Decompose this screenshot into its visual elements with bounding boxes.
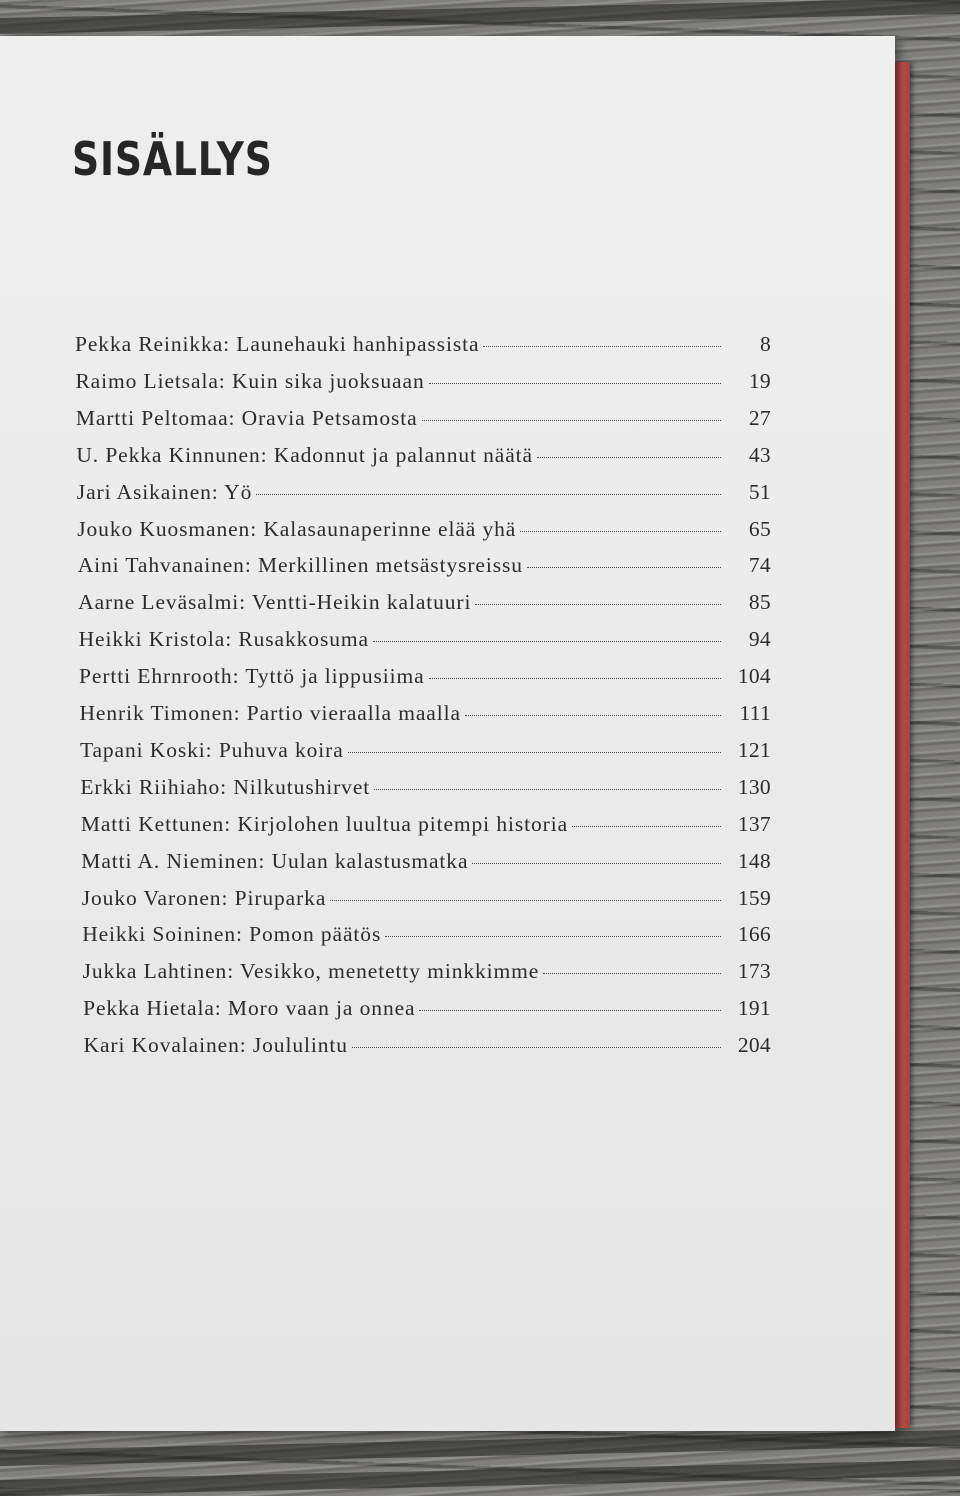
toc-entry-title: Jari Asikainen: Yö <box>76 479 253 504</box>
table-of-contents <box>0 36 895 1431</box>
toc-dot-leader <box>419 1010 721 1011</box>
toc-entry-title: Martti Peltomaa: Oravia Petsamosta <box>75 405 418 430</box>
toc-entry <box>75 368 771 403</box>
book-cover-edge <box>893 62 910 1428</box>
toc-entry-title: Aarne Leväsalmi: Ventti-Heikin kalatuuri <box>78 590 472 615</box>
toc-entry-title: Jouko Kuosmanen: Kalasaunaperinne elää yhä <box>77 516 517 541</box>
toc-entry-title: Aini Tahvanainen: Merkillinen metsästysreissu <box>77 553 523 578</box>
toc-entry-title: Erkki Riihiaho: Nilkutushirvet <box>80 774 371 799</box>
toc-entry <box>79 701 771 735</box>
toc-entry <box>82 922 771 956</box>
toc-entry-title: Jouko Varonen: Piruparka <box>81 885 327 910</box>
toc-entry-page-number: 65 <box>748 516 771 541</box>
toc-entry-page-number: 74 <box>748 553 771 578</box>
toc-dot-leader <box>348 752 721 753</box>
toc-dot-leader <box>483 346 721 347</box>
toc-entry-page-number: 130 <box>737 774 771 799</box>
toc-dot-leader <box>330 900 721 901</box>
toc-entry <box>82 959 771 993</box>
toc-entry-title: Tapani Koski: Puhuva koira <box>79 737 344 762</box>
toc-entry-page-number: 85 <box>748 590 771 615</box>
toc-entry-title: Heikki Kristola: Rusakkosuma <box>78 627 369 652</box>
toc-entry-page-number: 19 <box>748 368 771 393</box>
toc-entry-page-number: 27 <box>748 405 771 430</box>
toc-entry-page-number: 191 <box>737 996 771 1021</box>
toc-entry <box>75 332 771 366</box>
toc-entry-title: Matti A. Nieminen: Uulan kalastusmatka <box>81 848 469 873</box>
toc-dot-leader <box>475 604 721 605</box>
toc-dot-leader <box>472 863 721 864</box>
toc-entry <box>77 553 771 587</box>
toc-dot-leader <box>385 936 721 937</box>
toc-dot-leader <box>572 826 721 827</box>
toc-entry-title: U. Pekka Kinnunen: Kadonnut ja palannut näätä <box>76 442 533 467</box>
toc-entry-title: Matti Kettunen: Kirjolohen luultua pitempi historia <box>80 811 569 836</box>
backdrop-stripe <box>0 1430 960 1466</box>
toc-entry <box>80 811 771 846</box>
toc-entry-page-number: 121 <box>737 737 771 762</box>
toc-dot-leader <box>537 457 721 458</box>
toc-entry <box>81 885 771 920</box>
toc-dot-leader <box>374 789 721 790</box>
toc-entry <box>81 848 771 883</box>
toc-entry <box>78 590 771 624</box>
toc-entry <box>79 664 771 698</box>
book-page <box>0 36 895 1431</box>
toc-entry-page-number: 43 <box>748 442 771 467</box>
backdrop-stripe <box>0 0 960 34</box>
toc-entry-title: Heikki Soininen: Pomon päätös <box>82 922 382 947</box>
toc-entry-title: Pekka Reinikka: Launehauki hanhipassista <box>75 332 480 356</box>
toc-dot-leader <box>352 1047 721 1048</box>
toc-entry-page-number: 8 <box>759 332 771 356</box>
toc-entry <box>83 996 771 1030</box>
toc-dot-leader <box>422 420 721 421</box>
toc-entry-title: Pekka Hietala: Moro vaan ja onnea <box>83 996 416 1021</box>
toc-entry-page-number: 173 <box>737 959 771 984</box>
toc-entry-page-number: 94 <box>748 627 771 652</box>
toc-dot-leader <box>527 567 721 568</box>
toc-entry <box>76 479 771 514</box>
toc-entry-page-number: 166 <box>737 922 771 947</box>
toc-dot-leader <box>520 531 721 532</box>
toc-entry-page-number: 159 <box>737 885 771 910</box>
toc-entry-title: Pertti Ehrnrooth: Tyttö ja lippusiima <box>79 664 425 689</box>
toc-dot-leader <box>429 678 721 679</box>
toc-entry <box>77 516 771 551</box>
toc-dot-leader <box>543 973 721 974</box>
toc-entry-title: Jukka Lahtinen: Vesikko, menetetty minkkimme <box>82 959 540 984</box>
toc-dot-leader <box>429 383 721 384</box>
toc-entry <box>79 737 771 772</box>
toc-entry-title: Henrik Timonen: Partio vieraalla maalla <box>79 701 461 725</box>
toc-dot-leader <box>465 715 721 716</box>
backdrop-stripe <box>0 1460 960 1496</box>
toc-dot-leader <box>373 641 721 642</box>
toc-entry <box>76 442 771 477</box>
toc-entry-page-number: 148 <box>737 848 771 873</box>
page-title: SISÄLLYS <box>72 132 273 186</box>
toc-entry-page-number: 137 <box>737 811 771 836</box>
toc-entry-title: Raimo Lietsala: Kuin sika juoksuaan <box>75 368 425 393</box>
toc-entry-title: Kari Kovalainen: Joululintu <box>83 1033 348 1058</box>
toc-entry <box>75 405 771 440</box>
toc-dot-leader <box>256 494 721 495</box>
toc-entry-page-number: 204 <box>737 1033 771 1058</box>
toc-entry <box>80 774 771 809</box>
toc-entry-page-number: 111 <box>739 701 771 725</box>
toc-entry <box>83 1033 771 1067</box>
toc-entry <box>78 627 771 661</box>
toc-entry-page-number: 104 <box>737 664 771 689</box>
toc-entry-page-number: 51 <box>748 479 771 504</box>
